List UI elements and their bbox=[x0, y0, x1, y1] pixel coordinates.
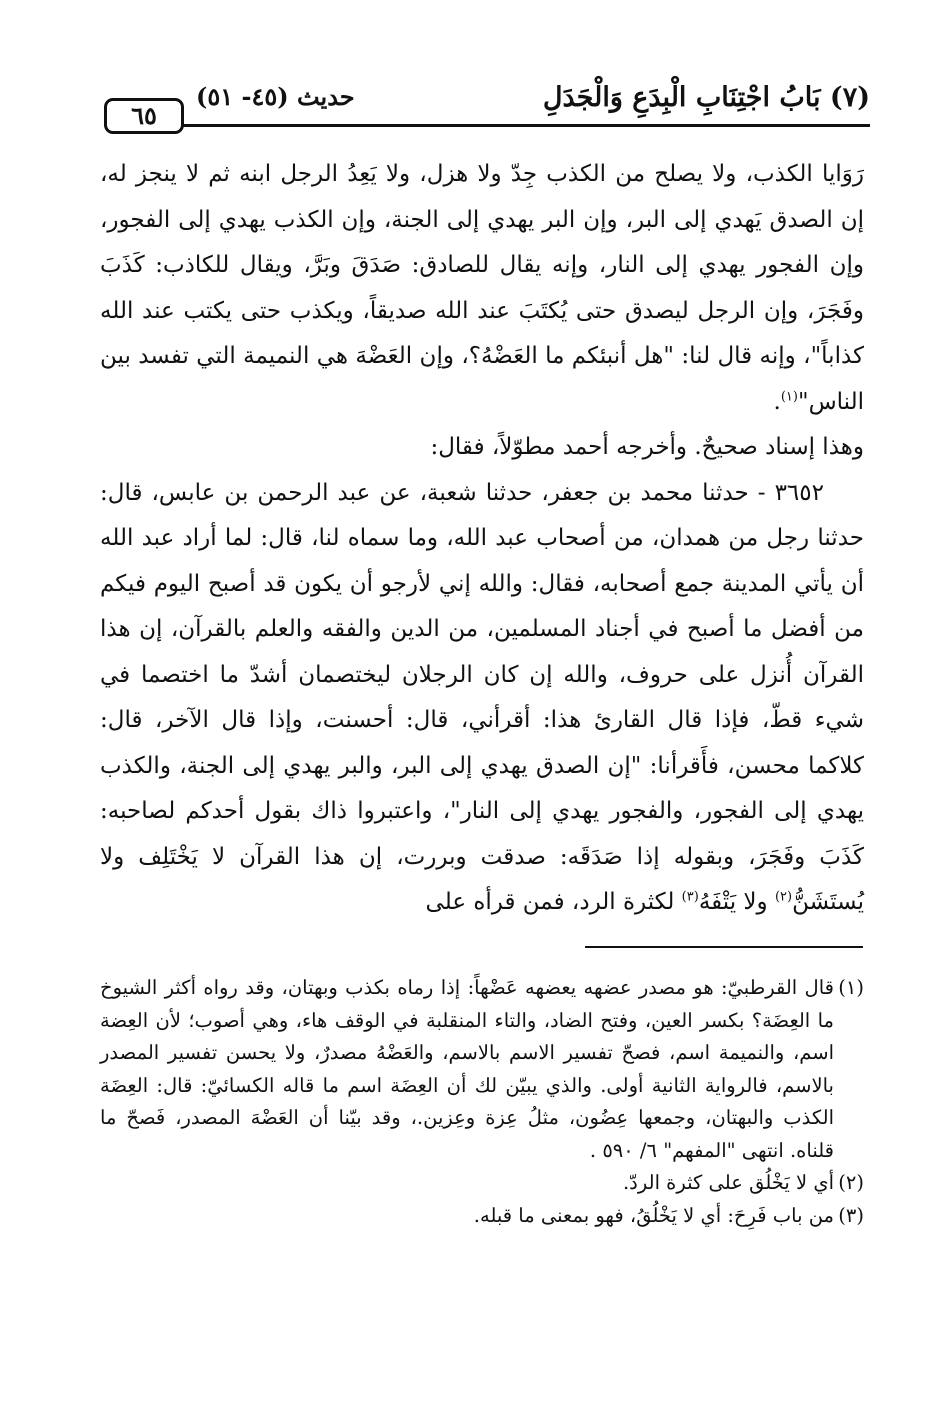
footnote-text: أي لا يَخْلُق على كثرة الردّ. bbox=[622, 1171, 834, 1194]
footnote-text: قال القرطبيّ: هو مصدر عضهه يعضهه عَضْهاً: إذا رماه بكذب وبهتان، وقد رواه أكثر الشيوخ ما العِضَة؟ بكسر العين، وفتح الضاد، والتاء المنقلبة في الوقف هاء، وهي أصوب؛ لأن العِضة اسم، والنميمة اسم، فصحّ تفسير الاسم بالاسم، والعَضْهُ مصدرٌ، ولا يحسن تفسير المصدر بالاسم، فالرواية الثانية أولى. والذي يبيّن لك أن العِضَة اسم ما قاله الكسائيّ: قال: العِضَة الكذب والبهتان، وجمعها عِضُون، مثلُ عِزة وعِزين.، وقد بيّنا أن العَضْهَ المصدر، فَصحّ ما قلناه. انتهى "المفهم" ٦/ ٥٩٠ . bbox=[100, 976, 834, 1162]
hadith-text: لكثرة الرد، فمن قرأه على bbox=[425, 889, 682, 915]
paragraph-end: . bbox=[773, 388, 781, 415]
footnote-2 bbox=[100, 1167, 864, 1200]
paragraph bbox=[100, 152, 864, 425]
footnote-divider bbox=[585, 946, 863, 948]
footnote-ref-2: (٢) bbox=[774, 889, 793, 905]
main-text bbox=[100, 152, 864, 926]
hadith-range: حديث (٤٥- ٥١) bbox=[196, 82, 355, 111]
footnote-number: (٢) bbox=[838, 1171, 864, 1194]
hadith-text: ولا يَتْفَهُ bbox=[698, 889, 775, 915]
header-divider bbox=[182, 124, 870, 127]
footnote-text: من باب فَرِحَ: أي لا يَخْلُقُ، فهو بمعنى ما قبله. bbox=[473, 1203, 834, 1227]
footnote-3 bbox=[100, 1200, 864, 1233]
footnotes bbox=[100, 972, 864, 1232]
footnote-ref-3: (٣) bbox=[681, 889, 699, 905]
page-number: ٦٥ bbox=[104, 98, 184, 134]
chapter-title: (٧) بَابُ اجْتِنَابِ الْبِدَعِ وَالْجَدَلِ bbox=[542, 82, 870, 113]
footnote-ref-1: (١) bbox=[780, 388, 798, 404]
footnote-number: (١) bbox=[838, 976, 864, 999]
page-header bbox=[100, 76, 870, 132]
paragraph: وهذا إسناد صحيحٌ. وأخرجه أحمد مطوّلاً، فقال: bbox=[430, 434, 864, 460]
hadith-3652 bbox=[100, 471, 864, 926]
paragraph-text: رَوَايا الكذب، ولا يصلح من الكذب جِدّ ولا هزل، ولا يَعِدُ الرجل ابنه ثم لا ينجز له، إن الصدق يَهدي إلى البر، وإن البر يهدي إلى الجنة، وإن الكذب يهدي إلى الفجور، وإن الفجور يهدي إلى النار، وإنه يقال للصادق: صَدَقَ وبَرَّ، ويقال للكاذب: كَذَبَ وفَجَرَ، وإن الرجل ليصدق حتى يُكتَبَ عند الله صديقاً، ويكذب حتى يكتب عند الله كذاباً"، وإنه قال لنا: "هل أنبئكم ما العَضْهُ؟، وإن العَضْهَ هي النميمة التي تفسد بين الناس" bbox=[100, 161, 864, 415]
hadith-text: ٣٦٥٢ - حدثنا محمد بن جعفر، حدثنا شعبة، عن عبد الرحمن بن عابس، قال: حدثنا رجل من همدان، من أصحاب عبد الله، وما سماه لنا، قال: لما أراد عبد الله أن يأتي المدينة جمع أصحابه، فقال: والله إني لأرجو أن يكون قد أصبح اليوم فيكم من أفضل ما أصبح في أجناد المسلمين، من الدين والفقه والعلم بالقرآن، إن هذا القرآن أُنزل على حروف، والله إن كان الرجلان ليختصمان أشدّ ما اختصما في شيء قطّ، فإذا قال القارئ هذا: أقرأني، قال: أحسنت، وإذا قال الآخر، قال: كلاكما محسن، فأَقرأنا: "إن الصدق يهدي إلى البر، والبر يهدي إلى الجنة، والكذب يهدي إلى الفجور، والفجور يهدي إلى النار"، واعتبروا ذاك بقول أحدكم لصاحبه: كَذَبَ وفَجَرَ، وبقوله إذا صَدَقَه: صدقت وبررت، إن هذا القرآن لا يَخْتَلِف ولا يُستَشَنُّ bbox=[100, 479, 864, 915]
footnote-1 bbox=[100, 972, 864, 1167]
footnote-number: (٣) bbox=[838, 1203, 864, 1227]
